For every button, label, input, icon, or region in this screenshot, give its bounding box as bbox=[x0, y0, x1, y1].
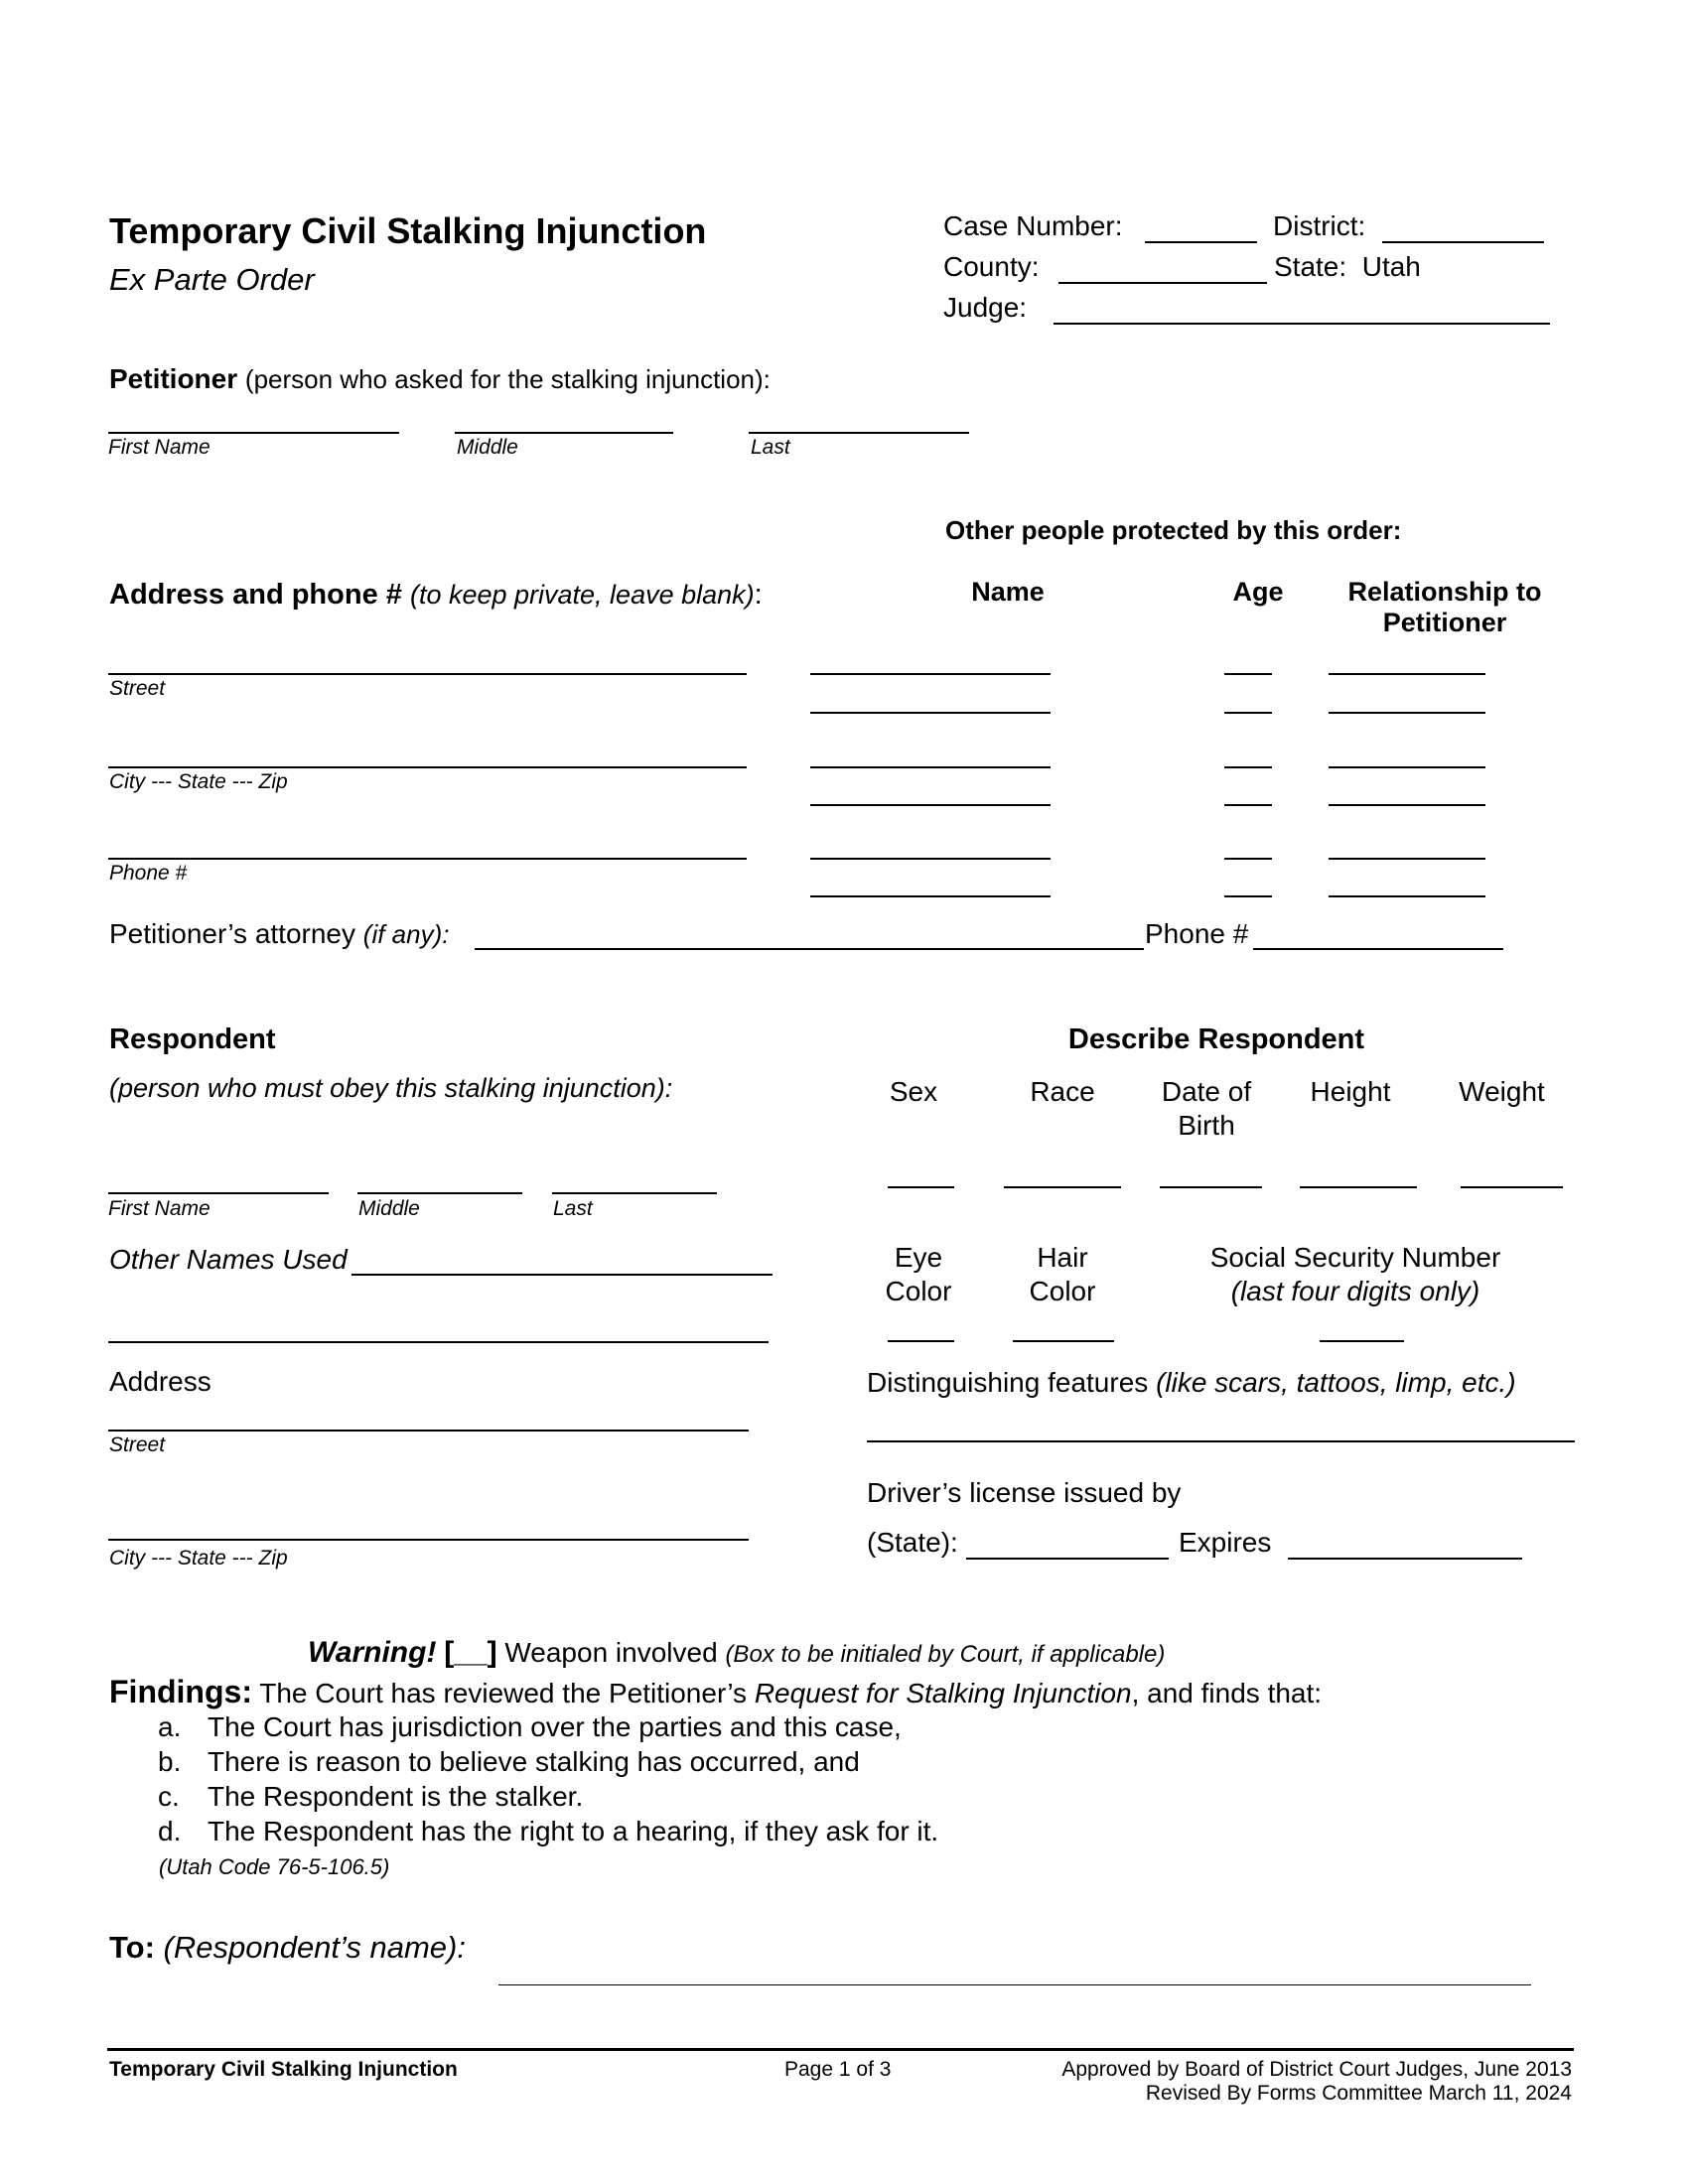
hair-color-field[interactable] bbox=[1013, 1340, 1114, 1342]
state-label-text: State: bbox=[1274, 251, 1347, 282]
respondent-last-name-field[interactable] bbox=[552, 1192, 717, 1194]
ssn-field[interactable] bbox=[1320, 1340, 1404, 1342]
petitioner-phone-field[interactable] bbox=[108, 858, 747, 860]
protected-name-field-1[interactable] bbox=[810, 673, 1051, 675]
expires-label: Expires bbox=[1179, 1527, 1272, 1558]
eye-color-label-2: Color bbox=[885, 1276, 952, 1306]
weight-label: Weight bbox=[1459, 1076, 1545, 1107]
expires-field[interactable] bbox=[1288, 1558, 1522, 1560]
findings-label: Findings: bbox=[109, 1674, 252, 1709]
findings-intro-doc: Request for Stalking Injunction bbox=[754, 1678, 1132, 1708]
protected-age-field-2[interactable] bbox=[1224, 712, 1272, 714]
petitioner-last-name-field[interactable] bbox=[749, 432, 969, 434]
other-names-label: Other Names Used bbox=[109, 1244, 348, 1275]
address-heading-text: Address and phone # bbox=[109, 579, 402, 611]
state-value: Utah bbox=[1361, 251, 1421, 282]
protected-relationship-field-4[interactable] bbox=[1329, 804, 1485, 806]
respondent-street-label: Street bbox=[109, 1433, 166, 1456]
protected-col-relationship-1: Relationship to bbox=[1347, 577, 1542, 607]
address-heading-note: (to keep private, leave blank) bbox=[409, 580, 755, 610]
respondent-middle-label: Middle bbox=[358, 1197, 420, 1220]
hair-color-label-1: Hair bbox=[1037, 1242, 1088, 1273]
features-label-text: Distinguishing features bbox=[867, 1367, 1149, 1398]
petitioner-address-heading bbox=[109, 579, 763, 612]
protected-relationship-field-2[interactable] bbox=[1329, 712, 1485, 714]
license-state-label: (State): bbox=[867, 1527, 958, 1558]
warning-note: (Box to be initialed by Court, if applicable) bbox=[725, 1641, 1166, 1668]
to-note: (Respondent’s name): bbox=[163, 1930, 466, 1965]
finding-letter-d: d. bbox=[158, 1816, 182, 1846]
protected-col-name: Name bbox=[971, 577, 1045, 607]
petitioner-phone-label: Phone # bbox=[109, 862, 188, 885]
protected-relationship-field-5[interactable] bbox=[1329, 858, 1485, 860]
respondent-middle-field[interactable] bbox=[357, 1192, 522, 1194]
protected-age-field-4[interactable] bbox=[1224, 804, 1272, 806]
license-state-field[interactable] bbox=[966, 1558, 1169, 1560]
protected-name-field-2[interactable] bbox=[810, 712, 1051, 714]
finding-text-c: The Respondent is the stalker. bbox=[208, 1781, 584, 1812]
protected-age-field-1[interactable] bbox=[1224, 673, 1272, 675]
finding-text-b: There is reason to believe stalking has occurred, and bbox=[208, 1746, 860, 1777]
protected-age-field-3[interactable] bbox=[1224, 766, 1272, 768]
footer-form-title: Temporary Civil Stalking Injunction bbox=[109, 2058, 458, 2081]
address-colon: : bbox=[754, 579, 763, 611]
attorney-field[interactable] bbox=[475, 948, 1144, 950]
other-names-field-1[interactable] bbox=[352, 1274, 773, 1276]
protected-age-field-5[interactable] bbox=[1224, 858, 1272, 860]
features-label bbox=[867, 1367, 1516, 1399]
petitioner-last-label: Last bbox=[751, 436, 790, 459]
respondent-first-name-label: First Name bbox=[108, 1197, 211, 1220]
other-names-field-2[interactable] bbox=[108, 1341, 769, 1343]
hair-color-label-2: Color bbox=[1029, 1276, 1096, 1306]
height-label: Height bbox=[1310, 1076, 1391, 1107]
eye-color-label-1: Eye bbox=[894, 1242, 943, 1273]
protected-col-age: Age bbox=[1232, 577, 1284, 607]
findings-intro-pre: The Court has reviewed the Petitioner’s bbox=[259, 1678, 748, 1708]
respondent-last-label: Last bbox=[553, 1197, 593, 1220]
petitioner-heading bbox=[109, 363, 771, 395]
attorney-phone-field[interactable] bbox=[1253, 948, 1503, 950]
protected-col-relationship-2: Petitioner bbox=[1382, 608, 1507, 637]
protected-name-field-5[interactable] bbox=[810, 858, 1051, 860]
petitioner-city-field[interactable] bbox=[108, 766, 747, 768]
weapon-involved-text: Weapon involved bbox=[504, 1637, 718, 1668]
finding-letter-c: c. bbox=[158, 1781, 180, 1812]
case-number-label: Case Number: bbox=[943, 210, 1123, 241]
respondent-city-field[interactable] bbox=[108, 1539, 749, 1541]
petitioner-middle-field[interactable] bbox=[455, 432, 673, 434]
eye-color-field[interactable] bbox=[888, 1340, 954, 1342]
footer-divider bbox=[107, 2048, 1574, 2051]
warning-line bbox=[308, 1636, 1165, 1670]
dob-label-2: Birth bbox=[1178, 1110, 1235, 1141]
district-label: District: bbox=[1273, 210, 1366, 241]
respondent-name-field[interactable] bbox=[498, 1984, 1531, 1985]
form-title: Temporary Civil Stalking Injunction bbox=[109, 210, 707, 251]
findings-citation: (Utah Code 76-5-106.5) bbox=[159, 1854, 390, 1879]
protected-relationship-field-6[interactable] bbox=[1329, 895, 1485, 897]
form-subtitle: Ex Parte Order bbox=[109, 262, 315, 297]
petitioner-middle-label: Middle bbox=[457, 436, 518, 459]
license-label: Driver’s license issued by bbox=[867, 1477, 1182, 1508]
protected-relationship-field-1[interactable] bbox=[1329, 673, 1485, 675]
protected-name-field-4[interactable] bbox=[810, 804, 1051, 806]
respondent-first-name-field[interactable] bbox=[108, 1192, 329, 1194]
dob-label-1: Date of bbox=[1161, 1076, 1252, 1107]
dob-field[interactable] bbox=[1160, 1186, 1262, 1188]
protected-relationship-field-3[interactable] bbox=[1329, 766, 1485, 768]
respondent-city-label: City --- State --- Zip bbox=[109, 1547, 288, 1570]
sex-field[interactable] bbox=[888, 1186, 954, 1188]
judge-label: Judge: bbox=[943, 292, 1028, 323]
attorney-label bbox=[109, 918, 449, 950]
ssn-label-1: Social Security Number bbox=[1209, 1242, 1501, 1273]
petitioner-heading-text: Petitioner bbox=[109, 363, 238, 394]
case-number-field[interactable] bbox=[1145, 241, 1257, 243]
judge-field[interactable] bbox=[1054, 323, 1550, 325]
findings-intro bbox=[109, 1674, 1322, 1710]
height-field[interactable] bbox=[1300, 1186, 1417, 1188]
finding-text-d: The Respondent has the right to a hearing, if they ask for it. bbox=[208, 1816, 939, 1846]
footer-approved: Approved by Board of District Court Judges, June 2013 bbox=[1061, 2058, 1572, 2081]
attorney-label-text: Petitioner’s attorney bbox=[109, 918, 355, 949]
describe-heading: Describe Respondent bbox=[1067, 1024, 1365, 1055]
petitioner-first-name-field[interactable] bbox=[108, 432, 399, 434]
petitioner-heading-note: (person who asked for the stalking injunction): bbox=[244, 364, 771, 394]
ssn-label-2: (last four digits only) bbox=[1230, 1276, 1480, 1306]
state-label bbox=[1274, 251, 1421, 283]
footer-page-number: Page 1 of 3 bbox=[784, 2058, 892, 2081]
finding-letter-a: a. bbox=[158, 1711, 182, 1742]
attorney-note: (if any): bbox=[362, 919, 450, 949]
sex-label: Sex bbox=[889, 1076, 938, 1107]
respondent-heading: Respondent bbox=[109, 1024, 276, 1055]
weight-field[interactable] bbox=[1461, 1186, 1563, 1188]
warning-label: Warning! bbox=[308, 1636, 437, 1669]
respondent-street-field[interactable] bbox=[108, 1430, 749, 1432]
petitioner-first-name-label: First Name bbox=[108, 436, 211, 459]
to-respondent-label bbox=[109, 1930, 466, 1966]
features-field[interactable] bbox=[867, 1440, 1575, 1442]
features-note: (like scars, tattoos, limp, etc.) bbox=[1156, 1367, 1516, 1398]
to-label: To: bbox=[109, 1930, 155, 1965]
weapon-initial-box[interactable]: [__] bbox=[444, 1636, 497, 1669]
district-field[interactable] bbox=[1382, 241, 1544, 243]
petitioner-street-field[interactable] bbox=[108, 673, 747, 675]
respondent-address-label: Address bbox=[109, 1366, 211, 1397]
race-field[interactable] bbox=[1004, 1186, 1121, 1188]
protected-heading: Other people protected by this order: bbox=[945, 515, 1402, 545]
finding-text-a: The Court has jurisdiction over the parties and this case, bbox=[208, 1711, 902, 1742]
petitioner-street-label: Street bbox=[109, 677, 166, 700]
attorney-phone-label: Phone # bbox=[1145, 918, 1249, 949]
protected-name-field-6[interactable] bbox=[810, 895, 1051, 897]
findings-intro-post: , and finds that: bbox=[1131, 1678, 1323, 1708]
county-label: County: bbox=[943, 251, 1040, 282]
race-label: Race bbox=[1030, 1076, 1095, 1107]
petitioner-city-label: City --- State --- Zip bbox=[109, 770, 288, 793]
respondent-note: (person who must obey this stalking injunction): bbox=[109, 1073, 673, 1103]
protected-name-field-3[interactable] bbox=[810, 766, 1051, 768]
county-field[interactable] bbox=[1058, 282, 1267, 284]
protected-age-field-6[interactable] bbox=[1224, 895, 1272, 897]
finding-letter-b: b. bbox=[158, 1746, 182, 1777]
footer-revised: Revised By Forms Committee March 11, 2024 bbox=[1145, 2082, 1572, 2105]
